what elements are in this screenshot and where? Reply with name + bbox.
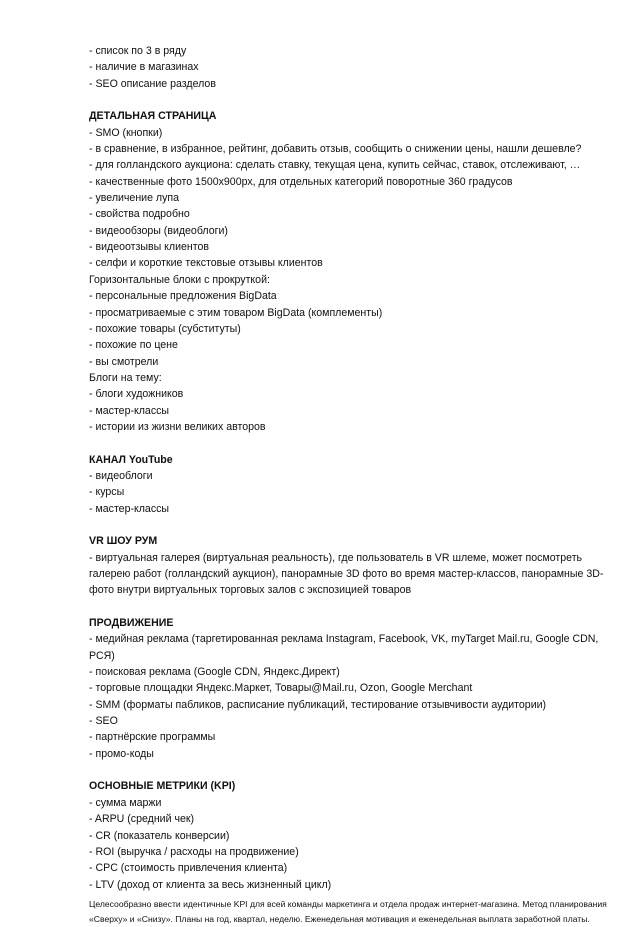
- list-item: - свойства подробно: [89, 208, 190, 221]
- promotion-section: [89, 615, 609, 762]
- list-item: - курсы: [89, 486, 125, 499]
- list-item: - медийная реклама (таргетированная реклама Instagram, Facebook, VK, myTarget Mail.ru, Google CDN, РСЯ): [89, 633, 599, 662]
- list-item: - увеличение лупа: [89, 192, 180, 205]
- list-item: - торговые площадки Яндекс.Маркет, Товары@Mail.ru, Ozon, Google Merchant: [89, 682, 473, 695]
- list-item: - просматриваемые с этим товаром BigData (комплементы): [89, 306, 383, 319]
- list-item: - блоги художников: [89, 388, 184, 401]
- section-heading: ПРОДВИЖЕНИЕ: [89, 617, 174, 630]
- spacer: [89, 435, 609, 451]
- document-page: [89, 43, 609, 927]
- footnote: Целесообразно ввести идентичные KPI для всей команды маркетинга и отдела продаж интернет-магазина. Метод планирования «Сверху» и «Снизу». Планы на год, квартал, неделю. Еженедельная мотивация и еженедельная выплата заработной платы.: [89, 898, 607, 924]
- list-item: - сумма маржи: [89, 796, 162, 809]
- list-item: - видеообзоры (видеоблоги): [89, 224, 228, 237]
- section-heading: VR ШОУ РУМ: [89, 535, 158, 548]
- spacer: [89, 762, 609, 778]
- list-item: - видеоблоги: [89, 469, 153, 482]
- list-item: - вы смотрели: [89, 355, 159, 368]
- detail-page-section: [89, 108, 609, 435]
- list-item: - персональные предложения BigData: [89, 290, 277, 303]
- list-item: - наличие в магазинах: [89, 61, 199, 74]
- list-item: - похожие по цене: [89, 339, 178, 352]
- list-item: - мастер-классы: [89, 502, 170, 515]
- list-item: - LTV (доход от клиента за весь жизненный цикл): [89, 878, 332, 891]
- list-item: - ARPU (средний чек): [89, 813, 195, 826]
- intro-list: [89, 43, 609, 92]
- list-item: - похожие товары (субституты): [89, 322, 241, 335]
- list-item: - в сравнение, в избранное, рейтинг, добавить отзыв, сообщить о снижении цены, нашли дешевле?: [89, 143, 582, 156]
- spacer: [89, 599, 609, 615]
- list-item: - SEO: [89, 715, 118, 728]
- section-heading: ДЕТАЛЬНАЯ СТРАНИЦА: [89, 110, 217, 123]
- list-item: - для голландского аукциона: сделать ставку, текущая цена, купить сейчас, ставок, отслеживают, …: [89, 159, 581, 172]
- subsection-title: Блоги на тему:: [89, 371, 162, 384]
- list-item: - качественные фото 1500х900рх, для отдельных категорий поворотные 360 градусов: [89, 175, 513, 188]
- list-item: - SMM (форматы пабликов, расписание публикаций, тестирование отзывчивости аудитории): [89, 698, 547, 711]
- section-heading: ОСНОВНЫЕ МЕТРИКИ (KPI): [89, 780, 236, 793]
- list-item: - ROI (выручка / расходы на продвижение): [89, 845, 299, 858]
- list-item: - SMO (кнопки): [89, 126, 163, 139]
- list-item: - CR (показатель конверсии): [89, 829, 230, 842]
- list-item: - SEO описание разделов: [89, 77, 216, 90]
- list-item: - список по 3 в ряду: [89, 45, 187, 57]
- list-item: - мастер-классы: [89, 404, 170, 417]
- list-item: - видеоотзывы клиентов: [89, 241, 209, 254]
- subsection-title: Горизонтальные блоки с прокруткой:: [89, 273, 270, 286]
- list-item: - поисковая реклама (Google CDN, Яндекс.Директ): [89, 666, 340, 679]
- list-item: - CPC (стоимость привлечения клиента): [89, 862, 288, 875]
- section-heading: КАНАЛ YouTube: [89, 453, 173, 466]
- vr-showroom-section: [89, 533, 609, 598]
- spacer: [89, 517, 609, 533]
- kpi-section: [89, 778, 609, 892]
- list-item: - промо-коды: [89, 747, 154, 760]
- list-item: - партнёрские программы: [89, 731, 216, 744]
- list-item: - селфи и короткие текстовые отзывы клиентов: [89, 257, 323, 270]
- spacer: [89, 92, 609, 108]
- paragraph: - виртуальная галерея (виртуальная реальность), где пользователь в VR шлеме, может посмотреть галерею работ (голландский аукцион), панорамные 3D фото во время мастер-классов, панорамные 3D-фото внутри виртуальных торговых залов с экспозицией товаров: [89, 551, 604, 597]
- youtube-section: [89, 452, 609, 517]
- list-item: - истории из жизни великих авторов: [89, 420, 266, 433]
